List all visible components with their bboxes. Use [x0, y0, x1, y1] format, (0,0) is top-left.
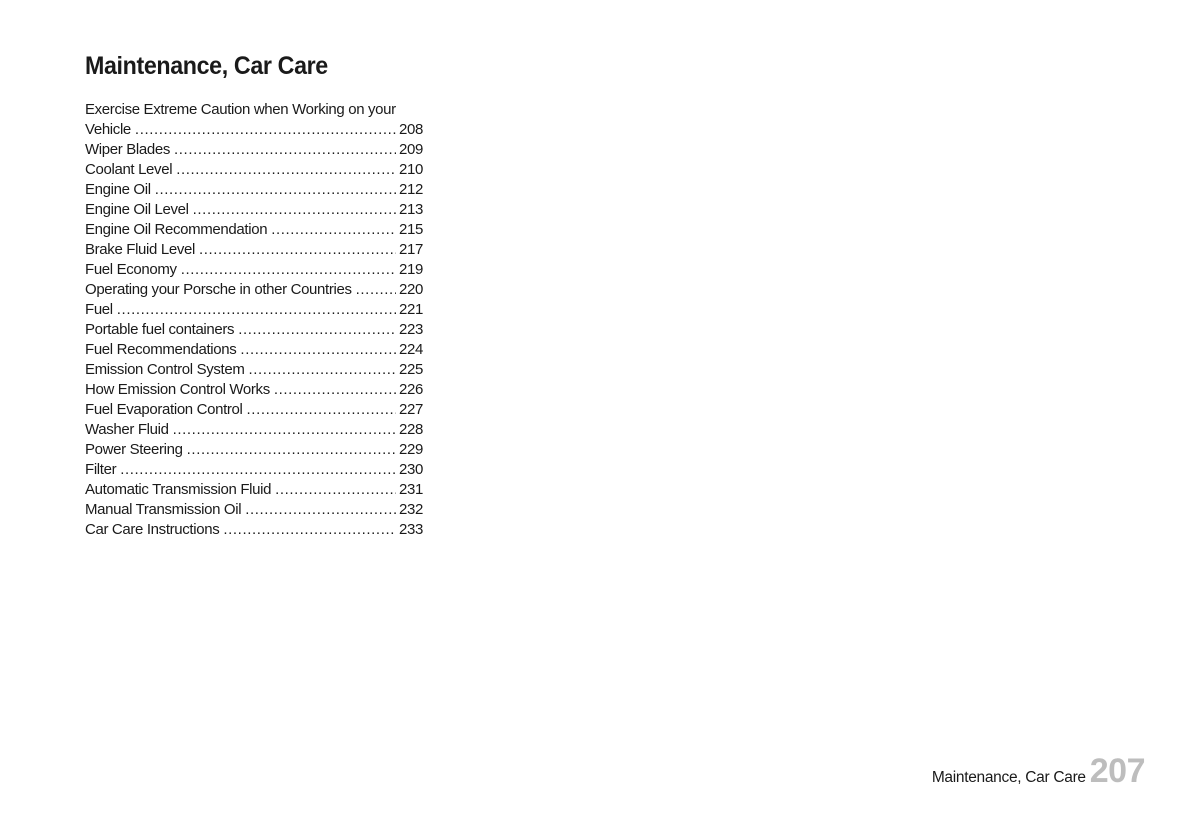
toc-entry[interactable]	[85, 500, 423, 520]
dot-leader	[274, 380, 396, 400]
toc-entry-page: 229	[399, 441, 423, 458]
toc-entry-label: Fuel	[85, 301, 113, 318]
toc-entry-label: Wiper Blades	[85, 141, 171, 158]
dot-leader	[223, 520, 396, 540]
toc-entry-page: 230	[399, 461, 423, 478]
toc-entry-label: Car Care Instructions	[85, 521, 220, 538]
toc-entry-label: Fuel Evaporation Control	[85, 401, 243, 418]
dot-leader	[275, 480, 396, 500]
dot-leader	[240, 340, 396, 360]
toc-entry[interactable]	[85, 220, 423, 240]
toc-entry[interactable]	[85, 440, 423, 460]
toc-entry-page: 210	[399, 161, 423, 178]
toc-entry-page: 223	[399, 321, 423, 338]
toc-entry-page: 208	[399, 121, 423, 138]
toc-entry-label: Operating your Porsche in other Countries	[85, 281, 352, 298]
toc-entry-page: 227	[399, 401, 423, 418]
toc-entry-label: Engine Oil Recommendation	[85, 221, 268, 238]
toc-entry[interactable]	[85, 480, 423, 500]
toc-entry-label: Power Steering	[85, 441, 183, 458]
dot-leader	[173, 420, 396, 440]
toc-entry[interactable]	[85, 300, 423, 320]
toc-entry-label: Brake Fluid Level	[85, 241, 195, 258]
toc-entry[interactable]	[85, 180, 423, 200]
toc-entry[interactable]	[85, 420, 423, 440]
dot-leader	[187, 440, 396, 460]
toc-entry-page: 209	[399, 141, 423, 158]
toc-entry-page: 228	[399, 421, 423, 438]
dot-leader	[176, 160, 396, 180]
toc-entry-label: Engine Oil Level	[85, 201, 189, 218]
toc-entry-label: Engine Oil	[85, 181, 151, 198]
dot-leader	[120, 460, 396, 480]
dot-leader	[356, 280, 396, 300]
toc-entry[interactable]	[85, 400, 423, 420]
toc-entry[interactable]	[85, 120, 423, 140]
toc-entry-intro-line: Exercise Extreme Caution when Working on your	[85, 101, 396, 118]
toc-entry[interactable]	[85, 460, 423, 480]
toc-entry[interactable]	[85, 520, 423, 540]
toc-entry-label: Washer Fluid	[85, 421, 169, 438]
toc-entry-page: 226	[399, 381, 423, 398]
dot-leader	[117, 300, 396, 320]
page-number: 207	[1089, 752, 1145, 790]
toc-entry-page: 219	[399, 261, 423, 278]
toc-entry[interactable]	[85, 200, 423, 220]
toc-entry-page: 212	[399, 181, 423, 198]
dot-leader	[245, 500, 396, 520]
toc-entry-page: 217	[399, 241, 423, 258]
toc-entry[interactable]	[85, 320, 423, 340]
page-footer	[932, 752, 1145, 791]
toc-entry[interactable]	[85, 160, 423, 180]
toc-entry-label: Fuel Recommendations	[85, 341, 237, 358]
table-of-contents	[85, 100, 423, 540]
toc-entry-page: 232	[399, 501, 423, 518]
toc-entry-page: 220	[399, 281, 423, 298]
dot-leader	[155, 180, 396, 200]
dot-leader	[193, 200, 396, 220]
dot-leader	[271, 220, 396, 240]
toc-entry[interactable]	[85, 260, 423, 280]
toc-entry-label: Vehicle	[85, 121, 131, 138]
toc-entry-label: How Emission Control Works	[85, 381, 270, 398]
toc-entry-label: Portable fuel containers	[85, 321, 235, 338]
toc-entry-page: 231	[399, 481, 423, 498]
page-title: Maintenance, Car Care	[85, 52, 328, 80]
toc-entry-label: Emission Control System	[85, 361, 245, 378]
toc-entry-page: 215	[399, 221, 423, 238]
toc-entry-label: Manual Transmission Oil	[85, 501, 242, 518]
toc-entry-page: 213	[399, 201, 423, 218]
toc-entry[interactable]	[85, 360, 423, 380]
dot-leader	[181, 260, 396, 280]
toc-entry[interactable]	[85, 380, 423, 400]
toc-entry-page: 221	[399, 301, 423, 318]
dot-leader	[247, 400, 396, 420]
toc-entry-label: Fuel Economy	[85, 261, 177, 278]
dot-leader	[199, 240, 396, 260]
toc-entry-label: Filter	[85, 461, 117, 478]
toc-entry-page: 225	[399, 361, 423, 378]
dot-leader	[249, 360, 397, 380]
dot-leader	[174, 140, 396, 160]
dot-leader	[238, 320, 396, 340]
toc-entry[interactable]	[85, 280, 423, 300]
dot-leader	[135, 120, 396, 140]
toc-entry-label: Automatic Transmission Fluid	[85, 481, 272, 498]
toc-entry[interactable]	[85, 240, 423, 260]
toc-entry[interactable]	[85, 340, 423, 360]
toc-entry[interactable]	[85, 140, 423, 160]
toc-entry-label: Coolant Level	[85, 161, 173, 178]
toc-entry-page: 233	[399, 521, 423, 538]
toc-entry-page: 224	[399, 341, 423, 358]
footer-section-title: Maintenance, Car Care	[931, 769, 1086, 786]
